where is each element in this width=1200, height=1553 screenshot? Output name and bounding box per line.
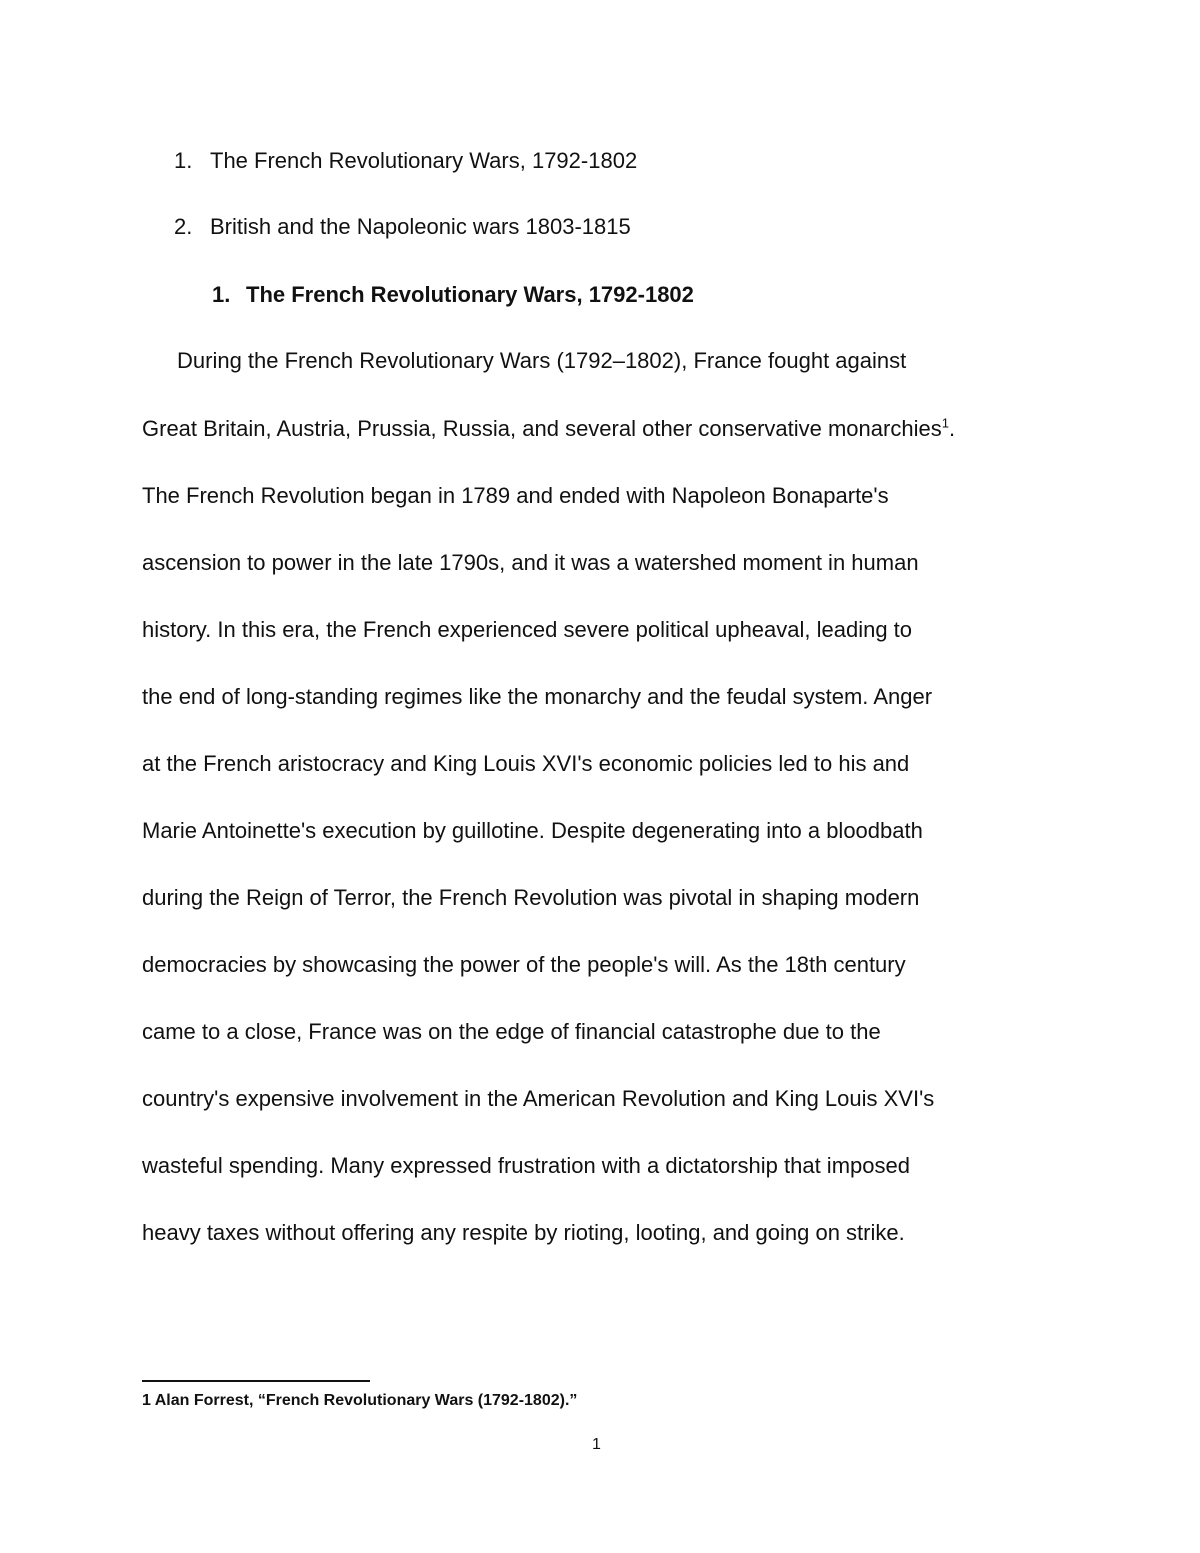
body-line: ascension to power in the late 1790s, and it was a watershed moment in human: [142, 550, 919, 575]
toc-item-number: 1.: [174, 148, 193, 173]
body-line: heavy taxes without offering any respite by rioting, looting, and going on strike.: [142, 1220, 905, 1245]
body-line: country's expensive involvement in the American Revolution and King Louis XVI's: [142, 1086, 935, 1111]
toc-item-2: [174, 212, 631, 242]
body-line: the end of long-standing regimes like the monarchy and the feudal system. Anger: [142, 684, 933, 709]
section-heading-number: 1.: [212, 282, 231, 307]
body-line: democracies by showcasing the power of the people's will. As the 18th century: [142, 952, 906, 977]
body-line: came to a close, France was on the edge of financial catastrophe due to the: [142, 1019, 881, 1044]
body-line: wasteful spending. Many expressed frustration with a dictatorship that imposed: [142, 1153, 910, 1178]
body-line: during the Reign of Terror, the French Revolution was pivotal in shaping modern: [142, 885, 920, 910]
body-line: at the French aristocracy and King Louis XVI's economic policies led to his and: [142, 751, 910, 776]
footnote-text: 1 Alan Forrest, “French Revolutionary Wars (1792-1802).”: [142, 1392, 578, 1409]
footnote-reference[interactable]: 1: [941, 415, 949, 431]
footnote-separator: [142, 1380, 370, 1382]
body-line-period: .: [948, 416, 956, 441]
toc-item-text: British and the Napoleonic wars 1803-1815: [210, 214, 631, 239]
toc-item-number: 2.: [174, 214, 193, 239]
section-heading-text: The French Revolutionary Wars, 1792-1802: [246, 282, 694, 307]
body-line-with-footnote: [142, 414, 955, 444]
page-number: 1: [592, 1436, 601, 1453]
body-line: Marie Antoinette's execution by guillotine. Despite degenerating into a bloodbath: [142, 818, 923, 843]
footnote: [142, 1390, 577, 1412]
section-heading: [212, 280, 694, 310]
body-line: history. In this era, the French experienced severe political upheaval, leading to: [142, 617, 913, 642]
body-line: During the French Revolutionary Wars (1792–1802), France fought against: [177, 348, 907, 373]
toc-item-1: [174, 146, 637, 176]
body-line: The French Revolution began in 1789 and ended with Napoleon Bonaparte's: [142, 483, 889, 508]
body-line-text: Great Britain, Austria, Prussia, Russia, and several other conservative monarchies: [142, 416, 942, 441]
toc-item-text: The French Revolutionary Wars, 1792-1802: [210, 148, 638, 173]
